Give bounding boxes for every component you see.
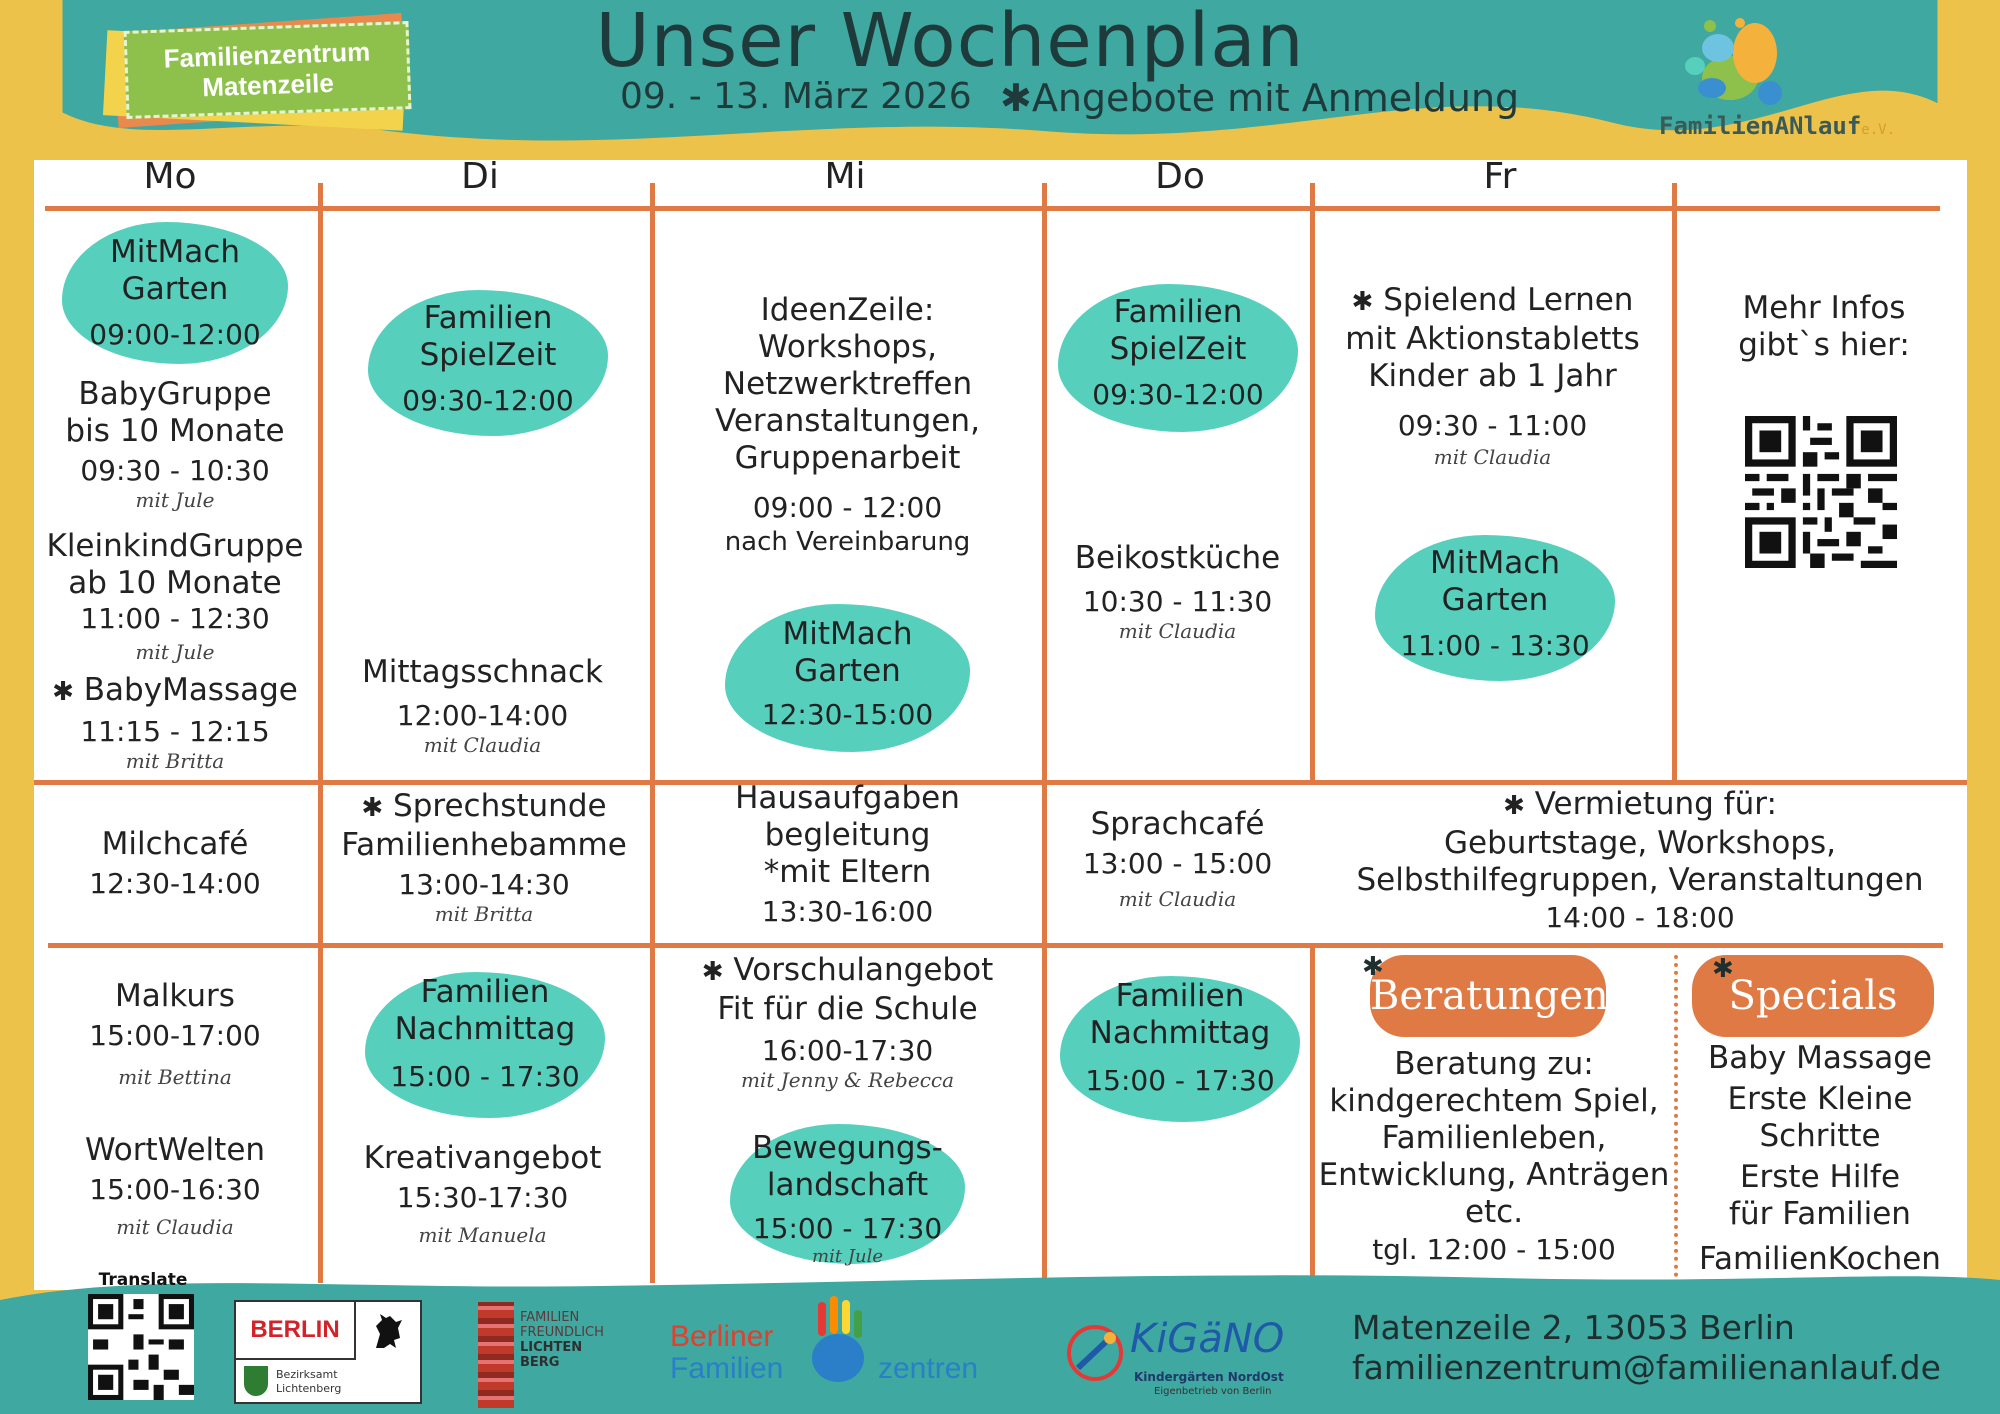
divider-afternoon [48,943,1943,948]
day-di: Di [461,156,499,197]
mo-mitmach-garten: MitMach Garten 09:00-12:00 [62,222,288,364]
translate-qr-code-icon[interactable] [88,1294,194,1400]
berliner-familienzentren-logo: Berliner Familien zentren [670,1318,1000,1398]
divider-do-fr-top [1310,183,1315,783]
bear-icon [368,1310,408,1354]
mi-bewegungslandschaft: Bewegungs- landschaft 15:00 - 17:30 mit Jule [730,1124,965,1264]
divider-mi-do [1042,183,1047,1283]
do-beikostkueche: Beikostküche 10:30 - 11:30 mit Claudia [1074,540,1281,643]
familienfreundlich-lichtenberg-logo: FAMILIEN FREUNDLICH LICHTEN BERG [520,1310,604,1370]
divider-fr-side [1672,183,1677,783]
star-icon: ✱ [1712,954,1734,984]
fr-beratung-details: Beratung zu: kindgerechtem Spiel, Familienleben, Entwicklung, Anträgen etc. tgl. 12:00 - 15:00 [1318,1046,1670,1266]
day-do: Do [1155,156,1205,197]
kigano-circle-icon [1064,1322,1126,1384]
colorful-hand-icon [798,1296,878,1396]
mi-ideenzeile: IdeenZeile: Workshops, Netzwerktreffen Veranstaltungen, Gruppenarbeit 09:00 - 12:00 nach Vereinbarung [715,292,980,557]
familienanlauf-logo [1650,8,1950,148]
do-familien-nachmittag: Familien Nachmittag 15:00 - 17:30 [1060,976,1300,1122]
fr-mitmach-garten: MitMach Garten 11:00 - 13:30 [1375,535,1615,681]
do-familien-spielzeit: Familien SpielZeit 09:30-12:00 [1058,284,1298,432]
familienzentrum-logo [100,8,430,128]
side-more-info: Mehr Infos gibt`s hier: [1738,290,1910,363]
logo-line1: Familienzentrum [163,36,371,74]
side-specials-heading: Specials [1692,955,1934,1037]
divider-di-mi [650,183,655,1283]
registration-note: ✱Angebote mit Anmeldung [1000,76,1520,120]
fr-spielend-lernen: ✱ Spielend Lernen mit Aktionstabletts Kinder ab 1 Jahr 09:30 - 11:00 mit Claudia [1345,282,1640,469]
bezirksamt-line1: Bezirksamt [276,1368,338,1381]
di-familien-spielzeit: Familien SpielZeit 09:30-12:00 [368,290,608,436]
di-mittagsschnack: Mittagsschnack 12:00-14:00 mit Claudia [362,654,603,757]
divider-fr-side-dotted [1674,955,1678,1285]
side-specials-list: Baby Massage Erste Kleine Schritte Erste Hilfe für Familien FamilienKochen [1699,1040,1941,1277]
berlin-label: BERLIN [236,1302,356,1360]
mo-wortwelten: WortWelten 15:00-16:30 mit Claudia [84,1132,266,1239]
day-fr: Fr [1483,156,1517,197]
week-dates: 09. - 13. März 2026 [620,76,972,117]
coat-of-arms-icon [244,1366,268,1396]
logo-right-name: FamilienANlauf [1659,112,1862,140]
fr-vermietung: ✱ Vermietung für: Geburtstage, Workshops, Selbsthilfegruppen, Veranstaltungen 14:00 - 18:00 [1356,786,1924,934]
mo-babygruppe: BabyGruppe bis 10 Monate 09:30 - 10:30 mit Jule [65,376,285,512]
page-title: Unser Wochenplan [595,0,1305,84]
divider-do-fr-bottom [1310,945,1315,1283]
bezirksamt-line2: Lichtenberg [276,1382,342,1395]
mi-hausaufgaben: Hausaufgaben begleitung *mit Eltern 13:30-16:00 [735,780,960,928]
di-kreativangebot: Kreativangebot 15:30-17:30 mit Manuela [363,1140,602,1247]
mi-mitmach-garten: MitMach Garten 12:30-15:00 [725,604,970,752]
divider-header [45,206,1940,211]
di-familien-nachmittag: Familien Nachmittag 15:00 - 17:30 [365,972,605,1118]
fr-beratungen-heading: Beratungen [1370,955,1606,1037]
do-sprachcafe: Sprachcafé 13:00 - 15:00 mit Claudia [1082,806,1273,911]
email-link[interactable]: familienzentrum@familienanlauf.de [1352,1348,1941,1387]
mi-vorschulangebot: ✱ Vorschulangebot Fit für die Schule 16:00-17:30 mit Jenny & Rebecca [701,952,994,1092]
mo-milchcafe: Milchcafé 12:30-14:00 [89,826,261,900]
di-sprechstunde: ✱ Sprechstunde Familienhebamme 13:00-14:30 mit Britta [341,788,627,926]
mo-babymassage: ✱ BabyMassage 11:15 - 12:15 mit Britta [52,672,298,773]
mo-kleinkindgruppe: KleinkindGruppe ab 10 Monate 11:00 - 12:30 mit Jule [46,528,304,664]
address: Matenzeile 2, 13053 Berlin [1352,1308,1795,1347]
logo-line2: Matenzeile [201,67,335,103]
mo-malkurs: Malkurs 15:00-17:00 mit Bettina [89,978,261,1089]
kigano-logo: KiGäNO Kindergärten NordOst Eigenbetrieb von Berlin [1064,1314,1304,1410]
translate-label: Translate [98,1270,188,1290]
logo-right-suffix: e.V. [1861,122,1896,138]
hands-icon [1650,8,1950,118]
day-mo: Mo [143,156,197,197]
lichtenberg-building-icon [478,1302,514,1408]
star-icon: ✱ [1362,952,1384,982]
qr-code-icon[interactable] [1745,416,1897,568]
day-mi: Mi [824,156,866,197]
berlin-bezirksamt-logo [234,1300,422,1404]
